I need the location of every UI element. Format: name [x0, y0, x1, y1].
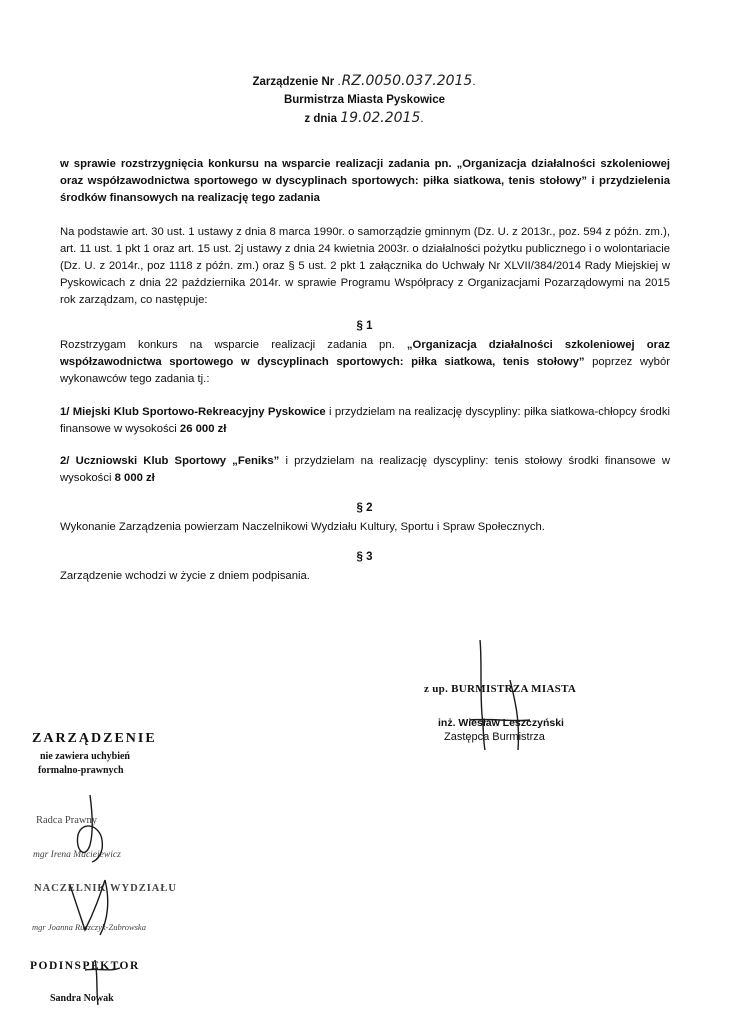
item-2-text: i przydzielam na realizację dyscypliny: tenis stołowy środki finansowe w wysokości	[60, 455, 670, 484]
document-header	[0, 72, 729, 128]
order-number-handwritten: RZ.0050.037.2015	[341, 73, 473, 89]
section-1-heading: § 1	[356, 320, 373, 332]
section-2-heading: § 2	[356, 502, 373, 514]
order-number-line: Zarządzenie Nr .RZ.0050.037.2015.	[252, 73, 477, 89]
signature-stamp-authority: z up. BURMISTRZA MIASTA	[424, 683, 577, 695]
section-2-text: Wykonanie Zarządzenia powierzam Naczelnikowi Wydziału Kultury, Sportu i Spraw Społecznych.	[60, 521, 545, 533]
section-3-heading: § 3	[356, 551, 373, 563]
approval-stamp-line-2: nie zawiera uchybień	[40, 751, 130, 762]
signature-stamp-position: Zastępca Burmistrza	[444, 731, 545, 743]
section-1-item-1	[60, 404, 670, 438]
item-2-amount: 8 000 zł	[114, 472, 155, 484]
legal-basis-paragraph: Na podstawie art. 30 ust. 1 ustawy z dnia 8 marca 1990r. o samorządzie gminnym (Dz. U. z 2013r., poz. 594 z późn. zm.), art. 11 ust. 1 pkt 1 oraz art. 15 ust. 2j ustawy z dnia 24 kwietnia 2003r. o działalności pożytku publicznego i o wolontariacie (Dz. U. z 2014r., poz 1118 z późn. zm.) oraz § 5 ust. 2 pkt 1 załącznika do Uchwały Nr XLVII/384/2014 Rady Miejskiej w Pyskowicach z dnia 22 października 2014r. w sprawie Programu Współpracy z Organizacjami Pozarządowymi na 2015 rok zarządzam, co następuje:	[60, 226, 670, 306]
section-1-intro	[60, 337, 670, 388]
approval-stamp-line-3: formalno-prawnych	[38, 765, 124, 776]
section-1-task-name: „Organizacja działalności szkoleniowej oraz współzawodnictwa sportowego w dyscyplinach sportowych: piłka siatkowa, tenis stołowy”	[60, 339, 670, 368]
legal-counsel-name: mgr Irena Maciejewicz	[33, 850, 121, 860]
approval-stamp-title: ZARZĄDZENIE	[32, 731, 157, 746]
subject-paragraph: w sprawie rozstrzygnięcia konkursu na wsparcie realizacji zadania pn. „Organizacja działalności szkoleniowej oraz współzawodnictwa sportowego w dyscyplinach sportowych: piłka siatkowa, tenis stołowy” i przydzielenia środków finansowych na realizację tego zadania	[60, 158, 670, 204]
order-title-prefix: Zarządzenie Nr	[252, 76, 335, 88]
approval-signatures	[50, 790, 140, 1020]
inspector-name: Sandra Nowak	[50, 993, 114, 1004]
item-1-text: i przydzielam na realizację dyscypliny: piłka siatkowa-chłopcy środki finansowe w wysokości	[60, 406, 670, 435]
item-1-club: 1/ Miejski Klub Sportowo-Rekreacyjny Pyskowice	[60, 406, 326, 418]
section-1-item-2	[60, 453, 670, 487]
mayor-signature	[430, 640, 550, 760]
date-handwritten: 19.02.2015	[340, 110, 421, 126]
item-1-amount: 26 000 zł	[179, 423, 227, 435]
issuer-line: Burmistrza Miasta Pyskowice	[283, 94, 446, 106]
date-line: z dnia 19.02.2015.	[304, 110, 425, 126]
inspector-title: PODINSPEKTOR	[30, 960, 140, 972]
item-2-club: 2/ Uczniowski Klub Sportowy „Feniks”	[60, 455, 280, 467]
signature-stamp-name: inż. Wiesław Leszczyński	[438, 717, 564, 729]
section-1-intro-plain: Rozstrzygam konkurs na wsparcie realizacji zadania pn.	[60, 339, 395, 351]
department-head-name: mgr Joanna Ruszczyk-Zubrowska	[32, 922, 146, 932]
legal-counsel-title: Radca Prawny	[36, 815, 97, 826]
section-3-text: Zarządzenie wchodzi w życie z dniem podpisania.	[60, 570, 310, 582]
section-1-intro-tail: poprzez wybór wykonawców tego zadania tj.:	[60, 356, 670, 385]
department-head-title: NACZELNIK WYDZIAŁU	[34, 883, 177, 894]
date-prefix: z dnia	[304, 113, 337, 125]
